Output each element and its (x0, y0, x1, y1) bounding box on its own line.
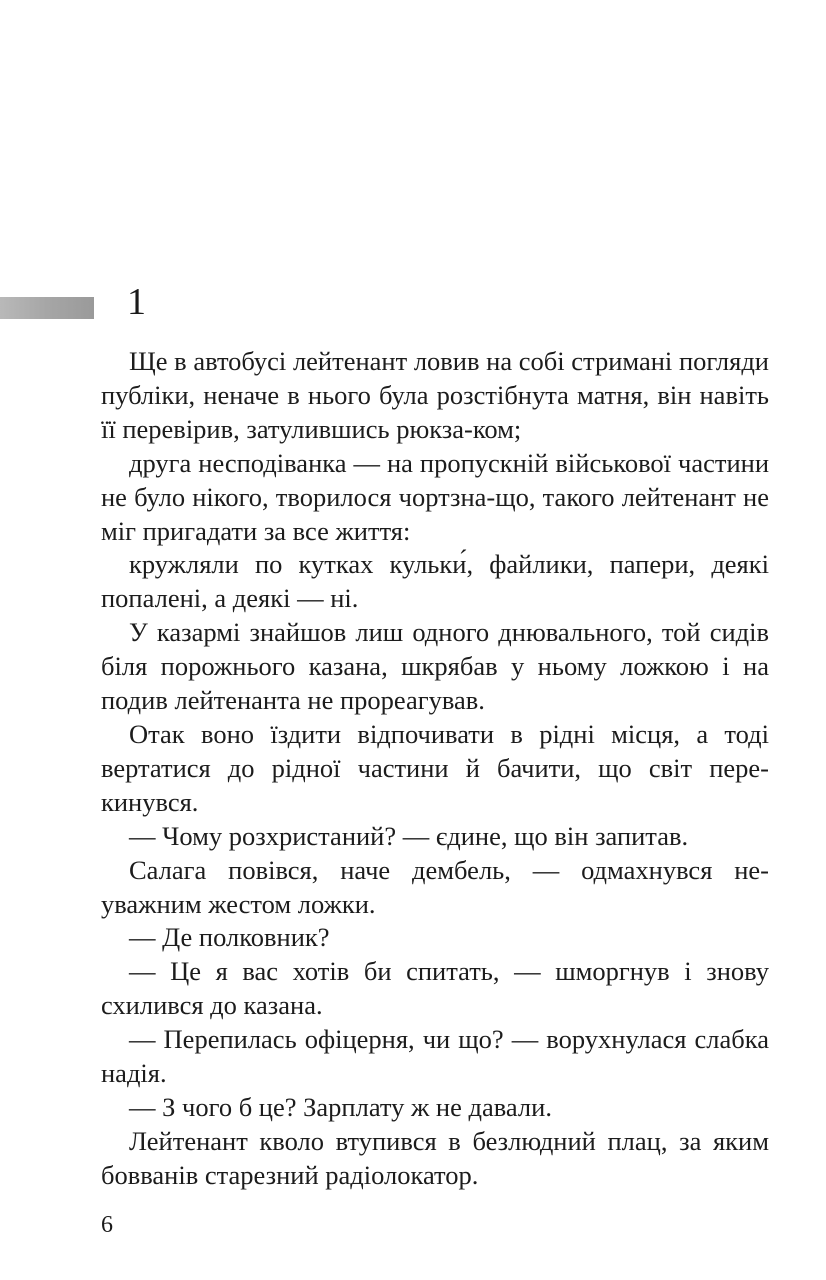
paragraph: друга несподіванка — на пропускній військової частини не було нікого, творилося чортзна-що, такого лейтенант не міг пригадати за все життя: (101, 447, 769, 546)
paragraph: — Де полковник? (129, 922, 330, 953)
body-text (101, 345, 769, 1193)
paragraph: — Чому розхристаний? — єдине, що він запитав. (129, 820, 689, 851)
paragraph: Ще в автобусі лейтенант ловив на собі стримані погляди публіки, неначе в нього була розстібнута матня, він навіть її перевірив, затулившись рюкза-ком; (101, 346, 769, 444)
chapter-marker-bar (0, 297, 94, 319)
paragraph: Лейтенант кволо втупився в безлюдний плац, за яким бовванів старезний радіолокатор. (101, 1125, 769, 1190)
paragraph: Салага повівся, наче дембель, — одмахнувся не-уважним жестом ложки. (101, 854, 769, 919)
page-number: 6 (101, 1212, 113, 1238)
chapter-number: 1 (127, 281, 146, 323)
paragraph: Отак воно їздити відпочивати в рідні місця, а тоді вертатися до рідної частини й бачити, що світ пере-кинувся. (101, 718, 769, 817)
paragraph: — З чого б це? Зарплату ж не давали. (129, 1091, 552, 1122)
paragraph: кружляли по кутках кульки́, файлики, папери, деякі попалені, а деякі — ні. (101, 549, 769, 614)
paragraph: — Перепилась офіцерня, чи що? — ворухнулася слабка надія. (101, 1024, 769, 1089)
paragraph: У казармі знайшов лиш одного днювального, той сидів біля порожнього казана, шкрябав у ньому ложкою і на подив лейтенанта не прореагував. (101, 617, 769, 716)
paragraph: — Це я вас хотів би спитать, — шморгнув і знову схилився до казана. (101, 956, 769, 1021)
